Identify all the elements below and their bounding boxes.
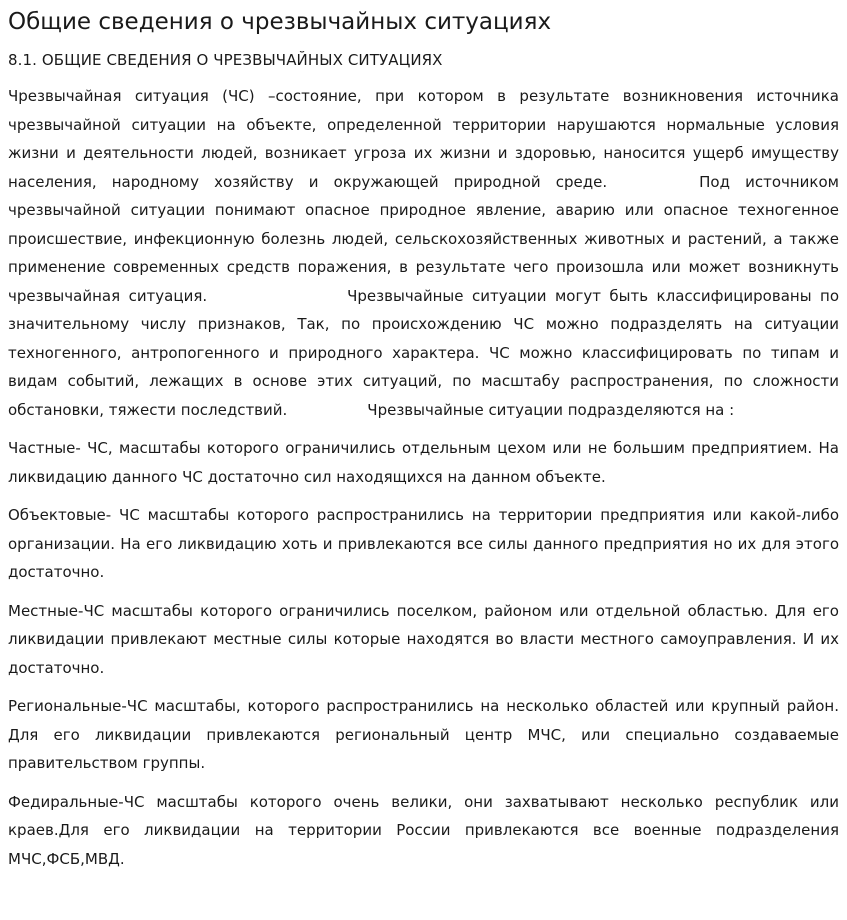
type-regional-paragraph: Региональные-ЧС масштабы, которого распространились на несколько областей или крупный район. Для его ликвидации привлекаются региональный центр МЧС, или специально создаваемые правительством группы.	[8, 697, 839, 772]
intro-source-definition: Под источником чрезвычайной ситуации понимают опасное природное явление, аварию или опасное техногенное происшествие, инфекционную болезнь людей, сельскохозяйственных животных и растений, а также применение современных средств поражения, в результате чего произошла или может возникнуть чрезвычайная ситуация.	[8, 172, 839, 305]
intro-paragraph	[8, 82, 839, 424]
section-heading: 8.1. ОБЩИЕ СВЕДЕНИЯ О ЧРЕЗВЫЧАЙНЫХ СИТУАЦИЯХ	[8, 51, 443, 69]
intro-definition: Чрезвычайная ситуация (ЧС) –состояние, при котором в результате возникновения источника чрезвычайной ситуации на объекте, определенной территории нарушаются нормальные условия жизни и деятельности людей, возникает угроза их жизни и здоровью, наносится ущерб имуществу населения, народному хозяйству и окружающей природной среде.	[8, 87, 839, 191]
type-object-paragraph: Объектовые- ЧС масштабы которого распространились на территории предприятия или какой-либо организации. На его ликвидацию хоть и привлекаются все силы данного предприятия но их для этого достаточно.	[8, 506, 839, 581]
type-federal-paragraph: Федиральные-ЧС масштабы которого очень велики, они захватывают несколько республик или краев.Для его ликвидации на территории России привлекаются все военные подразделения МЧС,ФСБ,МВД.	[8, 792, 839, 868]
intro-types-lead: Чрезвычайные ситуации подразделяются на :	[367, 400, 735, 419]
document-title: Общие сведения о чрезвычайных ситуациях	[8, 9, 552, 35]
type-private-paragraph: Частные- ЧС, масштабы которого ограничились отдельным цехом или не большим предприятием. На ликвидацию данного ЧС достаточно сил находящихся на данном объекте.	[8, 439, 839, 486]
type-local-paragraph: Местные-ЧС масштабы которого ограничились поселком, районом или отдельной областью. Для его ликвидации привлекают местные силы которые находятся во власти местного самоуправления. И их достаточно.	[8, 601, 839, 677]
intro-classification: Чрезвычайные ситуации могут быть классифицированы по значительному числу признаков, Так, по происхождению ЧС можно подразделять на ситуации техногенного, антропогенного и природного характера. ЧС можно классифицировать по типам и видам событий, лежащих в основе этих ситуаций, по масштабу распространения, по сложности обстановки, тяжести последствий.	[8, 286, 839, 419]
